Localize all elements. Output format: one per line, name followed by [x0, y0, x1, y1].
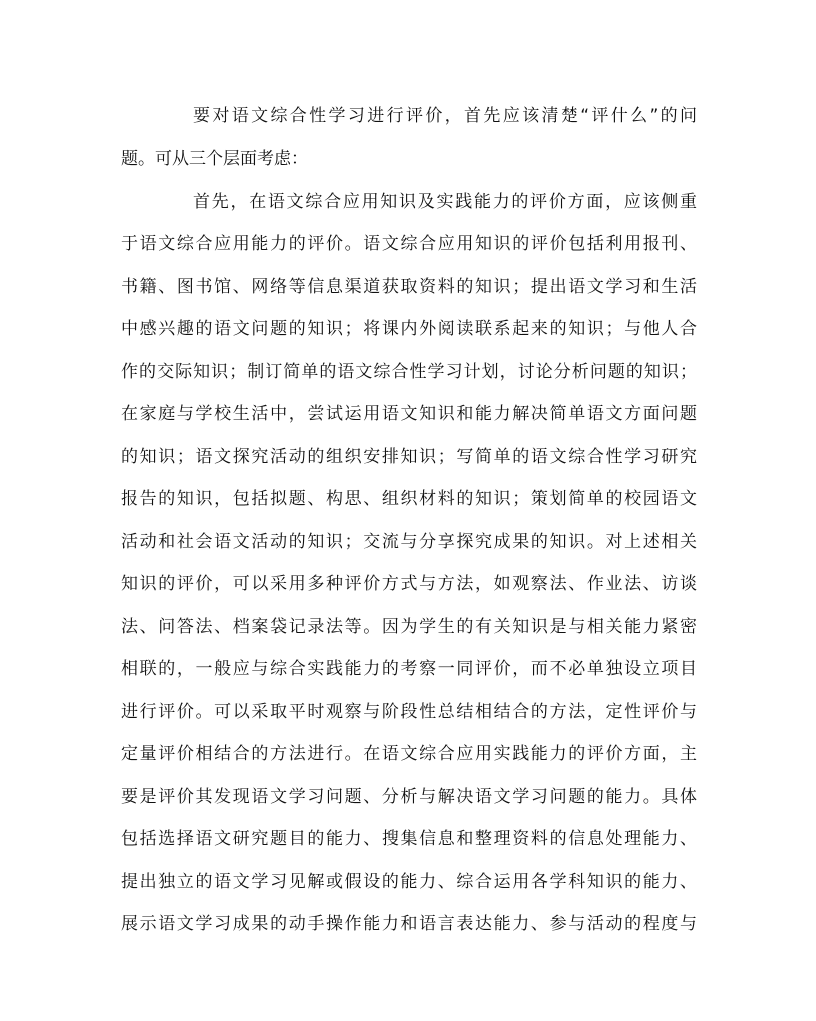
paragraph-2-line-16: 包括选择语文研究题目的能力、搜集信息和整理资料的信息处理能力、 [121, 829, 697, 849]
paragraph-2-line-5: 作的交际知识；制订简单的语文综合性学习计划，讨论分析问题的知识； [121, 362, 697, 382]
paragraph-2-line-10: 知识的评价，可以采用多种评价方式与方法，如观察法、作业法、访谈 [121, 574, 697, 594]
paragraph-2-line-2: 于语文综合应用能力的评价。语文综合应用知识的评价包括利用报刊、 [121, 234, 697, 254]
paragraph-2-line-7: 的知识；语文探究活动的组织安排知识；写简单的语文综合性学习研究 [121, 447, 697, 467]
paragraph-2-line-3: 书籍、图书馆、网络等信息渠道获取资料的知识；提出语文学习和生活 [121, 277, 697, 297]
paragraph-2-line-11: 法、问答法、档案袋记录法等。因为学生的有关知识是与相关能力紧密 [121, 617, 697, 637]
paragraph-2-line-1: 首先，在语文综合应用知识及实践能力的评价方面，应该侧重 [193, 192, 697, 212]
paragraph-1-line-1: 要对语文综合性学习进行评价，首先应该清楚“评什么”的问 [193, 106, 697, 126]
paragraph-2-line-6: 在家庭与学校生活中，尝试运用语文知识和能力解决简单语文方面问题 [121, 404, 697, 424]
paragraph-1-line-2: 题。可从三个层面考虑： [121, 149, 308, 169]
paragraph-2-line-13: 进行评价。可以采取平时观察与阶段性总结相结合的方法，定性评价与 [121, 702, 697, 722]
paragraph-2-line-18: 展示语文学习成果的动手操作能力和语言表达能力、参与活动的程度与 [121, 914, 697, 934]
paragraph-2-line-4: 中感兴趣的语文问题的知识；将课内外阅读联系起来的知识；与他人合 [121, 319, 697, 339]
paragraph-2-line-12: 相联的，一般应与综合实践能力的考察一同评价，而不必单独设立项目 [121, 659, 697, 679]
paragraph-2-line-8: 报告的知识，包括拟题、构思、组织材料的知识；策划简单的校园语文 [121, 489, 697, 509]
paragraph-2-line-17: 提出独立的语文学习见解或假设的能力、综合运用各学科知识的能力、 [121, 872, 697, 892]
paragraph-2-line-15: 要是评价其发现语文学习问题、分析与解决语文学习问题的能力。具体 [121, 787, 697, 807]
paragraph-2-line-14: 定量评价相结合的方法进行。在语文综合应用实践能力的评价方面，主 [121, 744, 697, 764]
paragraph-2-line-9: 活动和社会语文活动的知识；交流与分享探究成果的知识。对上述相关 [121, 532, 697, 552]
